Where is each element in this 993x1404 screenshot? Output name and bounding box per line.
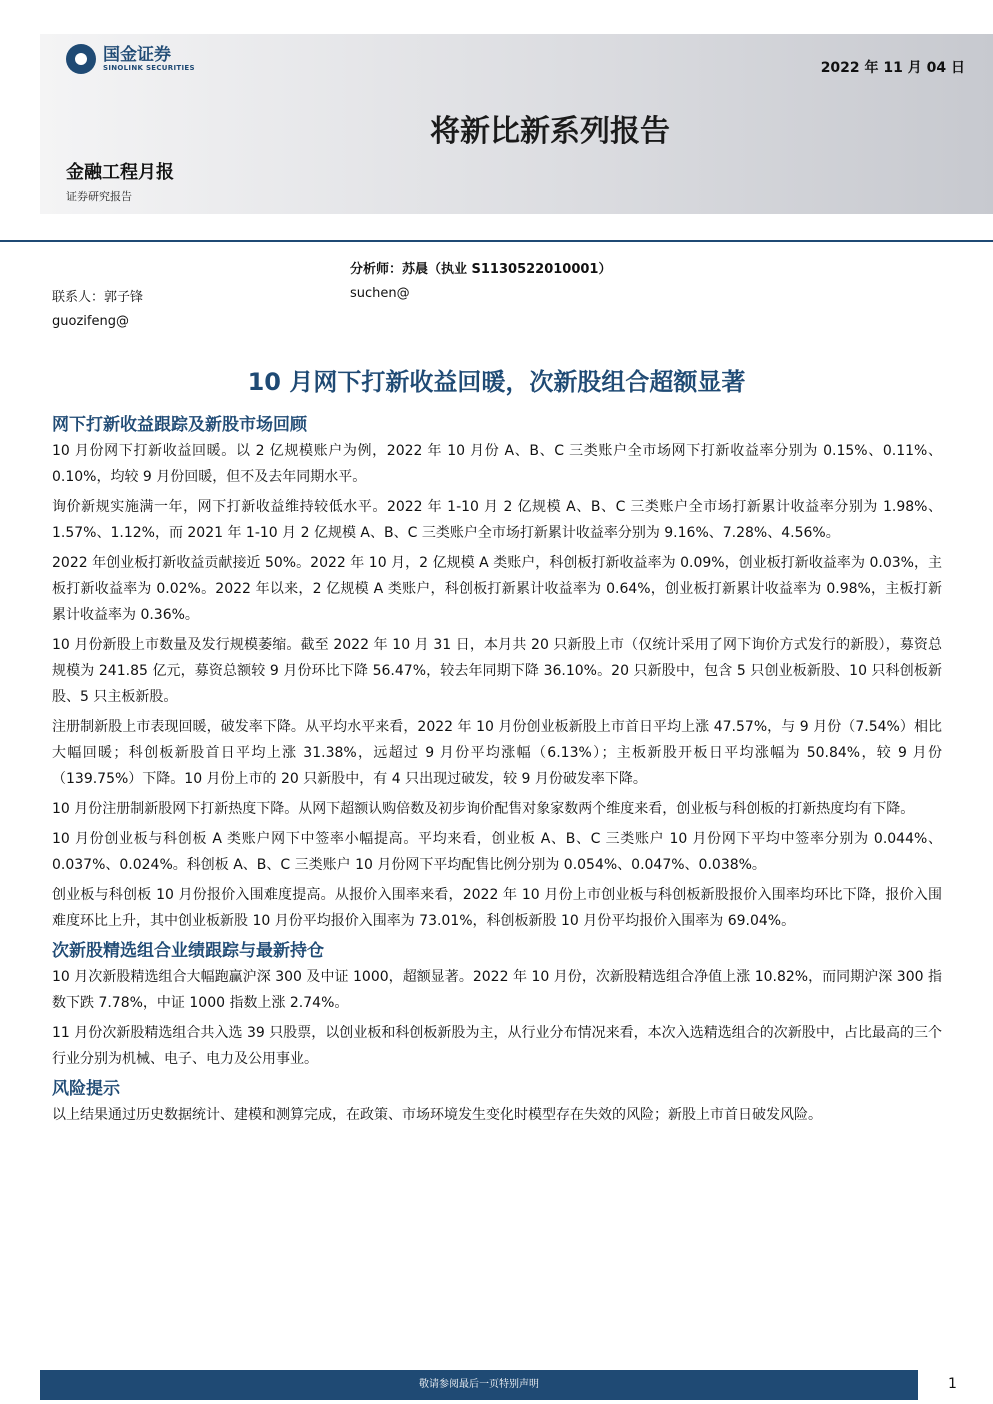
contact-email[interactable]: guozifeng@: [52, 314, 129, 329]
section-portfolio: [52, 938, 942, 1072]
paragraph: 10 月份注册制新股网下打新热度下降。从网下超额认购倍数及初步询价配售对象家数两个维度来看，创业板与科创板的打新热度均有下降。: [52, 801, 915, 817]
paragraph: 以上结果通过历史数据统计、建模和测算完成，在政策、市场环境发生变化时模型存在失效的风险；新股上市首日破发风险。: [52, 1107, 822, 1123]
report-date: 2022 年 11 月 04 日: [820, 60, 965, 76]
section-heading: 次新股精选组合业绩跟踪与最新持仓: [52, 941, 324, 961]
report-type: 金融工程月报: [66, 162, 174, 183]
section-ipo-tracking: [52, 412, 942, 934]
main-title: 10 月网下打新收益回暖，次新股组合超额显著: [247, 368, 746, 396]
analyst-name: 分析师：苏晨（执业 S1130522010001）: [350, 262, 612, 277]
paragraph: 注册制新股上市表现回暖，破发率下降。从平均水平来看，2022 年 10 月份创业板新股上市首日平均上涨 47.57%，与 9 月份（7.54%）相比大幅回暖；科创板新股首日平均上涨 31.38%，远超过 9 月份平均涨幅（6.13%）；主板新股开板日平均涨幅为 50.84%，较 9 月份（139.75%）下降。10 月份上市的 20 只新股中，有 4 只出现过破发，较 9 月份破发率下降。: [52, 719, 942, 787]
report-subtitle: 证券研究报告: [66, 190, 132, 203]
paragraph: 10 月份网下打新收益回暖。以 2 亿规模账户为例，2022 年 10 月份 A、B、C 三类账户全市场网下打新收益率分别为 0.15%、0.11%、0.10%，均较 9 月份回暖，但不及去年同期水平。: [52, 443, 942, 485]
logo-text: [103, 46, 195, 73]
logo-name-cn: 国金证券: [103, 44, 171, 65]
company-logo: [66, 44, 195, 74]
paragraph: 10 月次新股精选组合大幅跑赢沪深 300 及中证 1000，超额显著。2022 年 10 月份，次新股精选组合净值上涨 10.82%，而同期沪深 300 指数下跌 7.78%，中证 1000 指数上涨 2.74%。: [52, 969, 942, 1011]
series-title: 将新比新系列报告: [430, 114, 670, 149]
analyst-email[interactable]: suchen@: [350, 286, 410, 301]
section-heading: 网下打新收益跟踪及新股市场回顾: [52, 415, 307, 435]
logo-name-en: SINOLINK SECURITIES: [103, 63, 195, 72]
paragraph: 10 月份新股上市数量及发行规模萎缩。截至 2022 年 10 月 31 日，本月共 20 只新股上市（仅统计采用了网下询价方式发行的新股），募资总规模为 241.85 亿元，募资总额较 9 月份环比下降 56.47%，较去年同期下降 36.10%。20 只新股中，包含 5 只创业板新股、10 只科创板新股、5 只主板新股。: [52, 637, 942, 705]
logo-circle-icon: [66, 44, 96, 74]
header-divider: [0, 240, 993, 242]
section-risk: [52, 1076, 942, 1128]
paragraph: 11 月份次新股精选组合共入选 39 只股票，以创业板和科创板新股为主，从行业分布情况来看，本次入选精选组合的次新股中，占比最高的三个行业分别为机械、电子、电力及公用事业。: [52, 1025, 942, 1067]
paragraph: 询价新规实施满一年，网下打新收益维持较低水平。2022 年 1-10 月 2 亿规模 A、B、C 三类账户全市场打新累计收益率分别为 1.98%、1.57%、1.12%，而 2021 年 1-10 月 2 亿规模 A、B、C 三类账户全市场打新累计收益率分别为 9.16%、7.28%、4.56%。: [52, 499, 942, 541]
contact-name: 联系人：郭子锋: [52, 290, 144, 305]
page-number: 1: [948, 1376, 957, 1392]
paragraph: 创业板与科创板 10 月份报价入围难度提高。从报价入围率来看，2022 年 10 月份上市创业板与科创板新股报价入围率均环比下降，报价入围难度环比上升，其中创业板新股 10 月份平均报价入围率为 73.01%，科创板新股 10 月份平均报价入围率为 69.04%。: [52, 887, 942, 929]
footer-disclaimer: 敬请参阅最后一页特别声明: [40, 1370, 918, 1400]
section-heading: 风险提示: [52, 1079, 120, 1099]
paragraph: 10 月份创业板与科创板 A 类账户网下中签率小幅提高。平均来看，创业板 A、B、C 三类账户 10 月份网下平均中签率分别为 0.044%、0.037%、0.024%。科创板 A、B、C 三类账户 10 月份网下平均配售比例分别为 0.054%、0.047%、0.038%。: [52, 831, 942, 873]
report-content: [52, 412, 942, 1132]
paragraph: 2022 年创业板打新收益贡献接近 50%。2022 年 10 月，2 亿规模 A 类账户，科创板打新收益率为 0.09%，创业板打新收益率为 0.03%，主板打新收益率为 0.02%。2022 年以来，2 亿规模 A 类账户，科创板打新累计收益率为 0.64%，创业板打新累计收益率为 0.98%，主板打新累计收益率为 0.36%。: [52, 555, 942, 623]
